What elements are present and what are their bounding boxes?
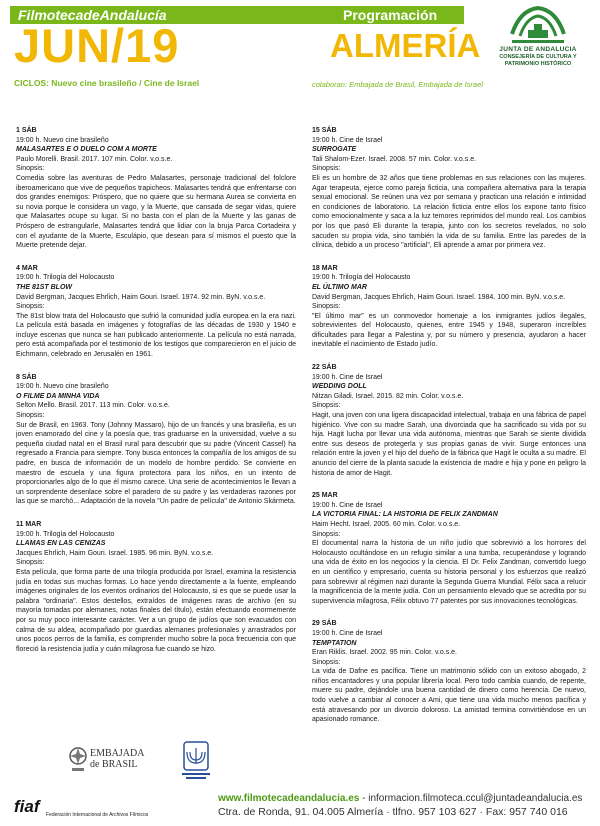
event-entry	[312, 491, 586, 606]
event-credits: Paulo Morelli. Brasil. 2017. 107 min. Color. v.o.s.e.	[16, 155, 173, 163]
consejeria-line1: CONSEJERÍA DE CULTURA Y	[499, 54, 577, 60]
junta-emblem-icon	[506, 4, 570, 46]
brand-name: FilmotecadeAndalucía	[18, 7, 167, 23]
event-title: SURROGATE	[312, 146, 357, 154]
separator: -	[362, 793, 369, 804]
event-entry	[312, 264, 586, 350]
left-column	[16, 126, 296, 667]
event-credits: Jacques Ehrlich, Haim Gouri. Israel. 1985. 96 min. ByN. v.o.s.e.	[16, 549, 214, 557]
sinopsis-label: Sinopsis:	[16, 412, 45, 420]
sinopsis-label: Sinopsis:	[16, 303, 45, 311]
event-time: 19:00 h. Cine de Israel	[312, 629, 383, 637]
sinopsis-label: Sinopsis:	[312, 303, 341, 311]
sinopsis-label: Sinopsis:	[312, 165, 341, 173]
event-entry	[16, 126, 296, 251]
sinopsis-label: Sinopsis:	[16, 165, 45, 173]
event-time: 19:00 h. Trilogía del Holocausto	[16, 274, 115, 282]
menorah-emblem-icon	[178, 740, 214, 784]
event-time: 19:00 h. Cine de Israel	[312, 373, 383, 381]
event-title: EL ÚLTIMO MAR	[312, 283, 367, 291]
page-header	[0, 0, 600, 82]
consejeria-line2: PATRIMONIO HISTÓRICO	[504, 61, 572, 67]
event-time: 19:00 h. Nuevo cine brasileño	[16, 136, 109, 144]
embajada-line1: EMBAJADA	[90, 748, 145, 759]
event-date: 11 MAR	[16, 520, 42, 528]
event-date: 4 MAR	[16, 264, 38, 272]
event-synopsis: Eli es un hombre de 32 años que tiene problemas en sus relaciones con las mujeres. Agar terapeuta, ejerce como pareja ficticia, una compañera alternativa para la terapia sexual emocional. Se reúnen una vez por semana y practican una relación e intimidad en condiciones de laboratorio. La relación ficticia entre ellos los expone tanto físico como emocionalmente y saca a la luz temores reprimidos del mundo real. Los cambios por los que pasó Eli durante la terapia, junto con los secretos revelados, no solo sacuden su propia vida, sino también la vida de su familia. Entre las paredes de la clínica, debido a un proceso "artificial", Eli aprende a amar por primera vez.	[312, 174, 586, 250]
event-title: THE 81ST BLOW	[16, 283, 73, 291]
event-entry	[312, 363, 586, 478]
event-title: TEMPTATION	[312, 639, 357, 647]
website-link[interactable]: www.filmotecadeandalucia.es	[218, 793, 360, 804]
month-title: JUN/19	[14, 19, 180, 72]
event-date: 29 SÁB	[312, 620, 337, 628]
event-title: WEDDING DOLL	[312, 383, 367, 391]
embajada-israel-logo	[178, 740, 218, 784]
event-time: 19:00 h. Trilogía del Holocausto	[16, 530, 115, 538]
contact-address: Ctra. de Ronda, 91. 04.005 Almería · tlfno. 957 103 627 · Fax: 957 740 016	[218, 806, 568, 818]
event-synopsis: Hagit, una joven con una ligera discapacidad intelectual, trabaja en una fábrica de papel higiénico. Vive con su madre Sarah, una divorciada que ha sacrificado su vida por su hija. Hagit lucha por llevar una vida autónoma, mientras que Sarah se siente dividida entre sus deseos de protegerla y sus propias ganas de vivir. Surge entonces una relación entre la joven y el hijo del dueño de la fábrica que Hagit le oculta a su madre. El anuncio del cierre de la planta sacude la existencia de madre e hija y pone en peligro la historia de amor de Hagit.	[312, 412, 586, 477]
event-title: LLAMAS EN LAS CENIZAS	[16, 540, 106, 548]
fiaf-wordmark: fiaf	[14, 797, 40, 816]
sponsor-logos	[68, 740, 268, 786]
event-credits: Haim Hecht. Israel. 2005. 60 min. Color. v.o.s.e.	[312, 520, 461, 528]
junta-name: JUNTA DE ANDALUCIA	[499, 46, 577, 53]
sinopsis-label: Sinopsis:	[16, 559, 45, 567]
sinopsis-label: Sinopsis:	[312, 530, 341, 538]
event-credits: Selton Mello. Brasil. 2017. 113 min. Color. v.o.s.e.	[16, 402, 170, 410]
event-synopsis: The 81st blow trata del Holocausto que sufrió la comunidad judía europea en la era nazi. La película está basada en imágenes y fotografías de las décadas de 1930 y 1940 e incluye escenas que nunca se han publicado anteriormente. La película no está narrada, pero está acompañada por el testimonio de los testigos que comparecieron en el juicio de Eichmann, celebrado en Jerusalén en 1961.	[16, 312, 296, 359]
event-date: 1 SÁB	[16, 127, 37, 134]
event-time: 19:00 h. Cine de Israel	[312, 501, 383, 509]
email-link[interactable]: informacion.filmoteca.ccul@juntadeandalucia.es	[368, 793, 583, 804]
contact-web-email	[218, 792, 594, 805]
event-date: 22 SÁB	[312, 364, 337, 372]
event-synopsis: El documental narra la historia de un niño judío que sobrevivió a los horrores del Holocausto ocultándose en un refugio similar a una tumba, recuperándose y logrando una vida de éxito en los negocios y la ciencia. El Dr. Felix Zandman, convertido luego en un científico y empresario, cuenta su historia personal y los esfuerzos que realizó para sobrevivir al régimen nazi durante la Segunda Guerra Mundial. Félix saca a relucir la magnificencia de la mente judía. Con un pensamiento elevado que se acredita por su supervivencia milagrosa, Félix obtuvo 77 patentes por sus innovaciones tecnológicas.	[312, 540, 586, 605]
event-credits: Eran Riklis. Israel. 2002. 95 min. Color. v.o.s.e.	[312, 649, 457, 657]
contact-info	[218, 792, 594, 820]
fiaf-logo	[14, 797, 149, 824]
event-entry	[16, 520, 296, 654]
event-title: MALASARTES E O DUELO COM A MORTE	[16, 146, 157, 154]
event-synopsis: "El último mar" es un conmovedor homenaje a los inmigrantes judíos ilegales, sobrevivientes del Holocausto, quienes, entre 1945 y 1948, superaron increíbles dificultades para llegar a Palestina y, por su número y presencia, ayudaron a hacer inevitable el nacimiento de Estado judío.	[312, 312, 586, 349]
embajada-text	[90, 748, 144, 770]
fiaf-caption: Federación Internacional de Archivos Fílmicos	[46, 812, 149, 818]
event-credits: Tali Shalom-Ezer. Israel. 2008. 57 min. Color. v.o.s.e.	[312, 155, 477, 163]
event-credits: David Bergman, Jacques Ehrlich, Haim Gouri. Israel. 1984. 100 min. ByN. v.o.s.e.	[312, 293, 566, 301]
ciclos-heading: CICLOS: Nuevo cine brasileño / Cine de Israel	[14, 78, 200, 88]
event-entry	[16, 373, 296, 507]
embajada-line2: de BRASIL	[90, 759, 138, 770]
brasil-coat-icon	[68, 744, 88, 774]
event-credits: Nitzan Giladi. Israel. 2015. 82 min. Color. v.o.s.e.	[312, 392, 464, 400]
junta-andalucia-logo	[482, 4, 594, 82]
sinopsis-label: Sinopsis:	[312, 658, 341, 666]
event-date: 8 SÁB	[16, 373, 37, 381]
event-title: LA VICTORIA FINAL: LA HISTORIA DE FELIX ZANDMAN	[312, 511, 498, 519]
sinopsis-label: Sinopsis:	[312, 402, 341, 410]
event-synopsis: Esta película, que forma parte de una trilogía producida por Israel, examina la resistencia judía en todas sus muchas formas. Lo hace yendo directamente a la fuente, empleando imágenes originales de los eventos ordinarios del Holocausto, si es que se puede usar la palabra "ordinaria". Estos destellos, extraídos de imágenes raras de archivo (en su mayoría tomadas por alemanes, notas finales del título), están efectuando enormemente por su muy poco interesante carácter. Ver a un grupo de judíos que son evacuados con calma de su aldea, acompañado por guardias alemanes profesionales y arrastrados por unos pocos perros de la familia, es comprender mucho sobre la poca frecuencia con que floreció la resistencia judía y cuán milagrosa fue cuando se hizo.	[16, 568, 296, 653]
event-synopsis: Comedia sobre las aventuras de Pedro Malasartes, personaje tradicional del folclore iberoamericano que vive de pequeños trapicheos. Malasartes tendrá que enfrentarse con dos grandes enemigos: Próspero, que no quiere que su hermana Aurea se convierta en su novia porque le considera un vago, y la Muerte, que cansada de segar vidas, quiere que Malasartes ocupe su lugar. Si no basta con el plan de la Muerte y las ganas de Próspero de estrangularle, Malasartes tendrá que lidiar con la bruja Parca Cortadeira y con el ayudante de la Muerte, Esculápio, que desean para sí mismos el puesto que la Muerte pretende dejar.	[16, 174, 296, 250]
event-synopsis: La vida de Dafne es pacífica. Tiene un matrimonio sólido con un exitoso abogado, 2 niños encantadores y una popular librería local. Pero todo cambia cuando, de repente, muere su padre, dejándole una buena cantidad de dinero como herencia. De nuevo, todo vuelve a cambiar al conocer a Ami, que tiene una vida mucho menos pacífica y está atravesando por un divorcio doloroso. La amistad termina convirtiéndose en un apasionado romance.	[312, 668, 586, 724]
event-date: 18 MAR	[312, 264, 338, 272]
city-title: ALMERÍA	[330, 27, 481, 64]
event-entry	[312, 619, 586, 725]
event-synopsis: Sur de Brasil, en 1963. Tony (Johnny Massaro), hijo de un francés y una brasileña, es un joven enamorado del cine y la poesía que, tras graduarse en la universidad, vuelve a su pequeña ciudad natal en el Brasil rural para descubrir que su padre (Vincent Cassel) ha regresado a Francia para siempre. Tony busca entonces la compañía de los amigos de su padre, en busca de información de un modelo de hombre perdido. Se convierte en maestro de escuela y una figura protectora para los niños, en un intento de proporcionarles algo de lo que él mismo carece. Una serie de acontecimientos le llevan a un sorprendente desenlace sobre el paradero de su padre y las verdaderas razones por las que se marchó... Adaptación de la novela "Un padre de película" de Antonio Skármeta.	[16, 421, 296, 506]
event-credits: David Bergman, Jacques Ehrlich, Haim Gouri. Israel. 1974. 92 min. ByN. v.o.s.e.	[16, 293, 266, 301]
event-entry	[312, 126, 586, 251]
event-date: 25 MAR	[312, 492, 338, 500]
event-time: 19:00 h. Trilogía del Holocausto	[312, 274, 411, 282]
right-column	[312, 126, 586, 738]
event-time: 19:00 h. Cine de Israel	[312, 136, 383, 144]
event-time: 19:00 h. Nuevo cine brasileño	[16, 383, 109, 391]
event-title: O FILME DA MINHA VIDA	[16, 392, 100, 400]
event-entry	[16, 264, 296, 360]
programacion-label: Programación	[343, 7, 438, 23]
event-date: 15 SÁB	[312, 127, 337, 134]
embajada-brasil-logo	[68, 740, 168, 780]
colaboran-text: colaboran: Embajada de Brasil, Embajada de Israel	[312, 80, 483, 89]
